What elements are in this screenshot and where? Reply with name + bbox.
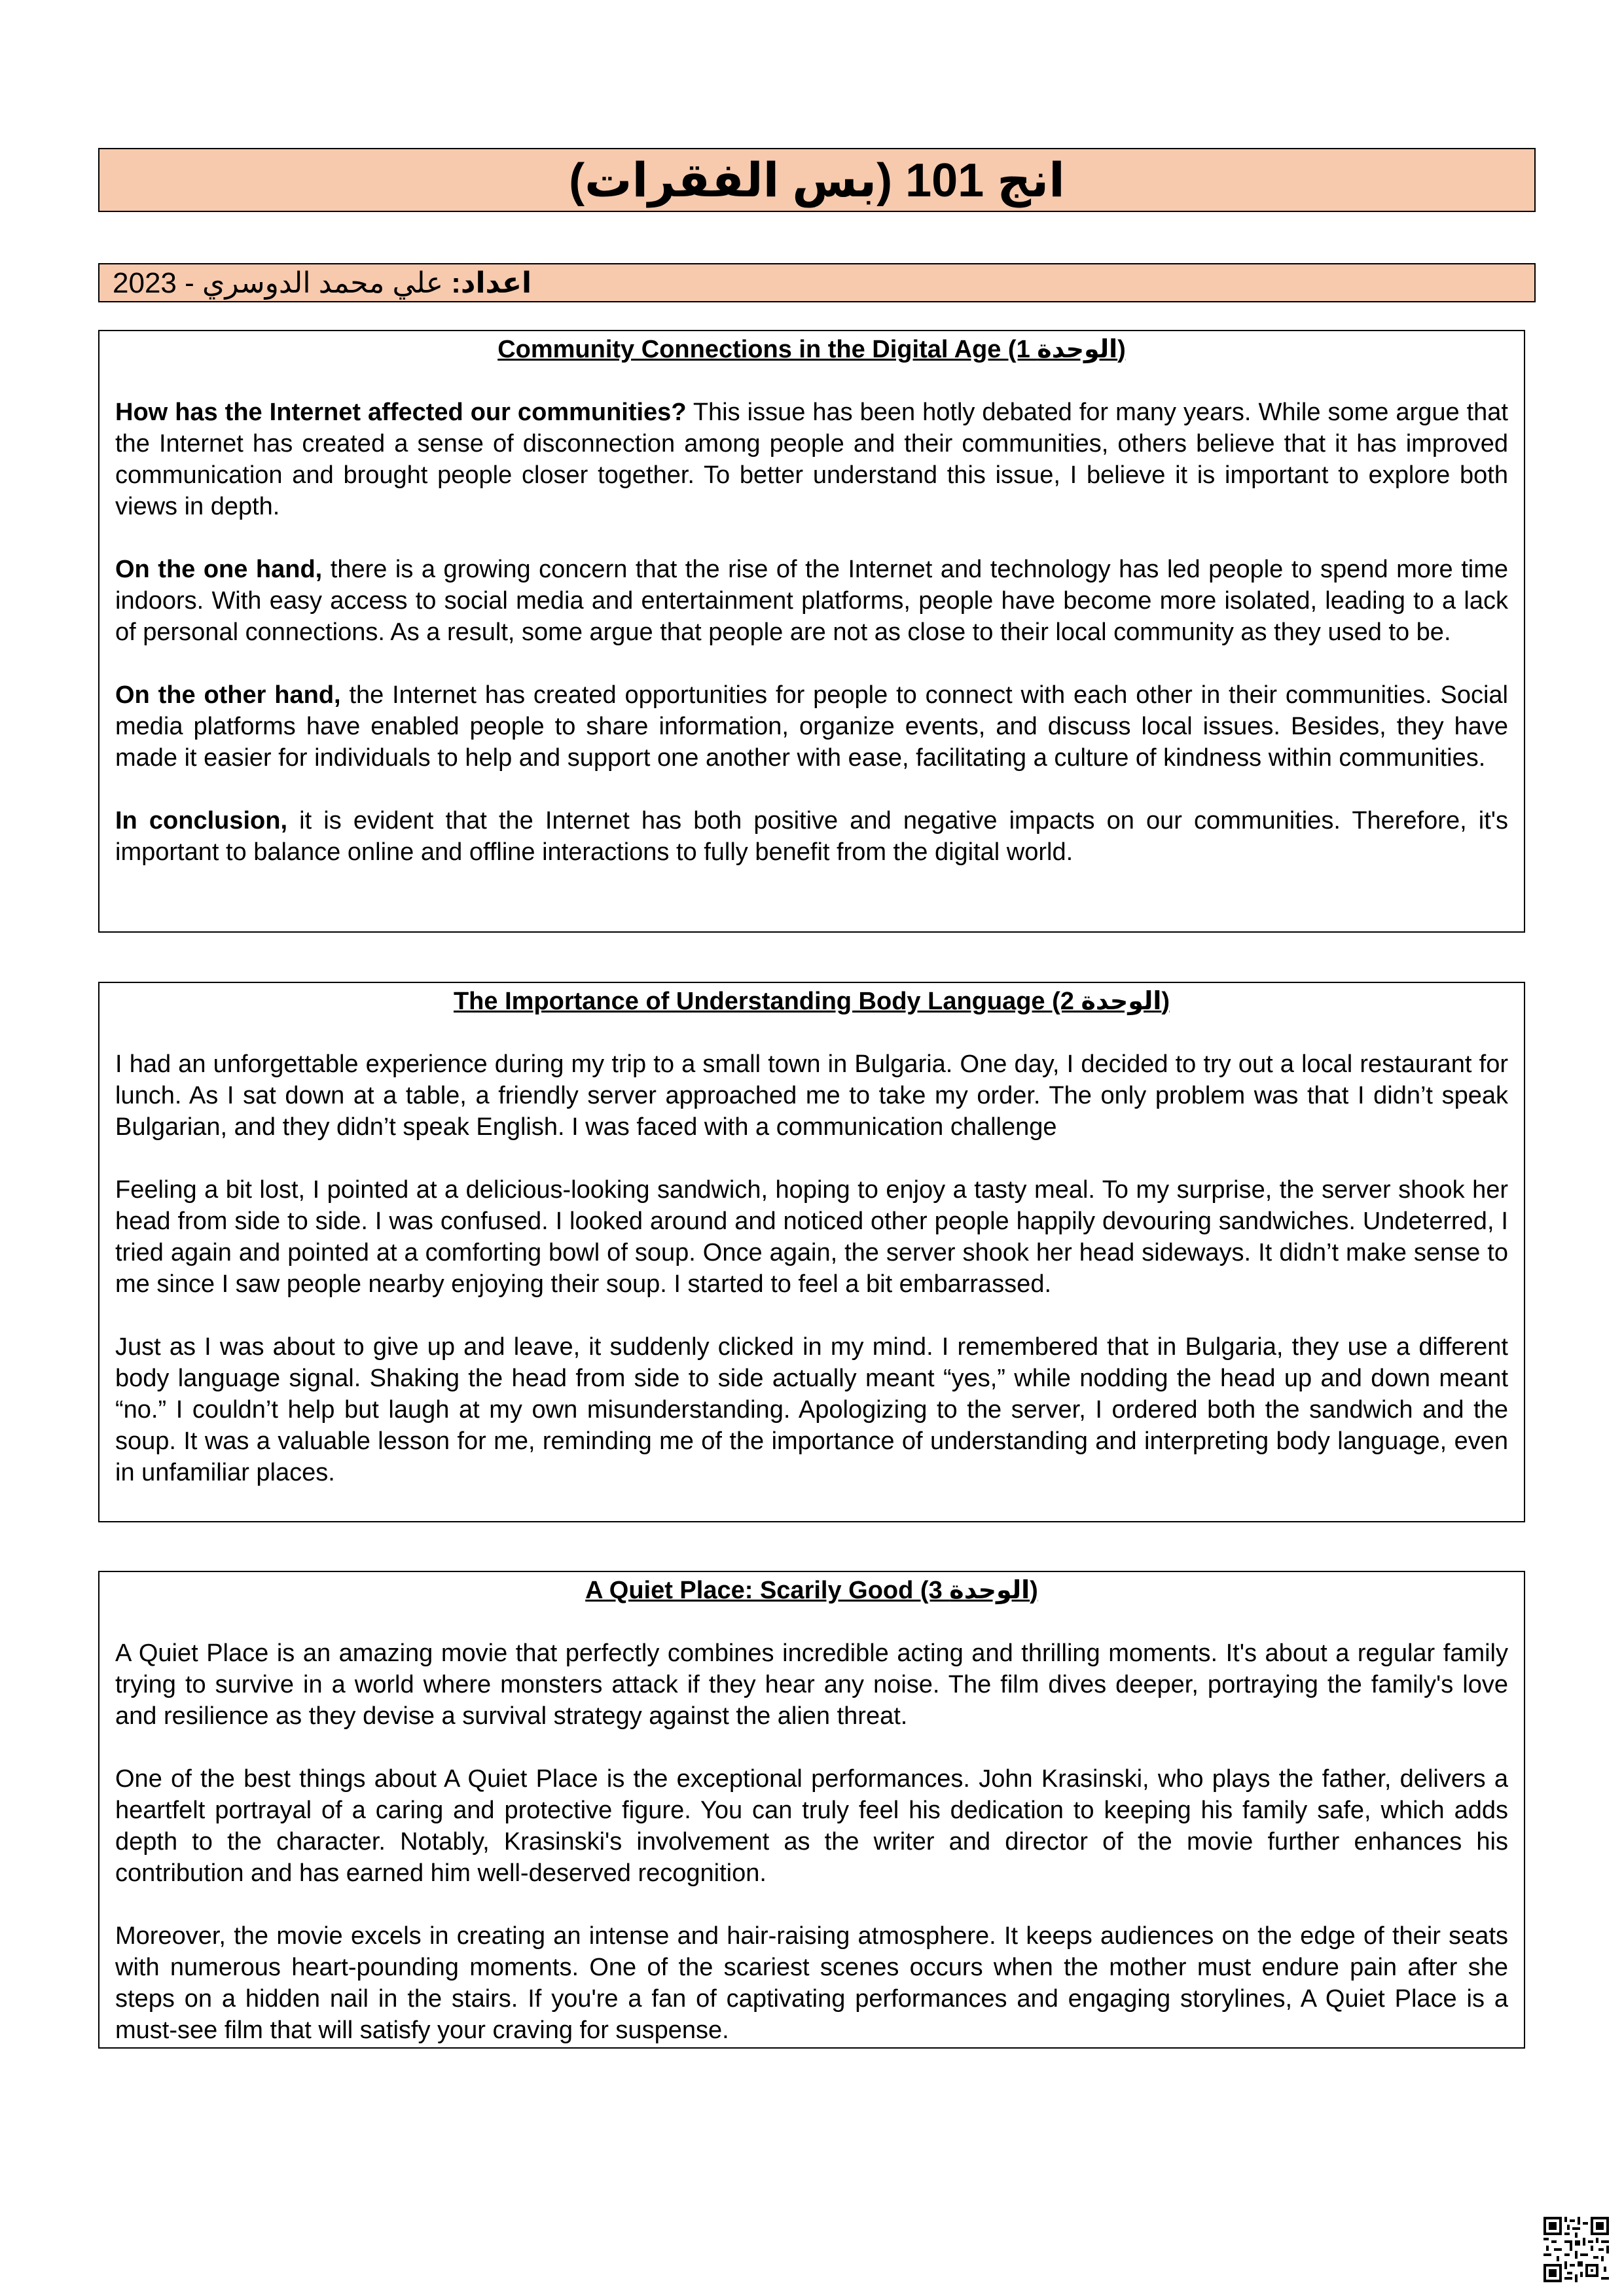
author-box [98, 263, 1536, 302]
paragraph: One of the best things about A Quiet Place is the exceptional performances. John Krasinski, who plays the father, delivers a heartfelt portrayal of a caring and protective figure. You can truly feel his dedication to keeping his family safe, which adds depth to the character. Notably, Krasinski's involvement as the writer and director of the movie further enhances his contribution and has earned him well-deserved recognition. [115, 1765, 1508, 1887]
paragraph-lead: How has the Internet affected our communities? [115, 399, 687, 426]
author-line [113, 266, 532, 300]
paragraph [115, 805, 1508, 868]
paragraph: Moreover, the movie excels in creating an intense and hair-raising atmosphere. It keeps audiences on the edge of their seats with numerous heart-pounding moments. One of the scariest scenes occurs when the mother must endure pain after she steps on a hidden nail in the stairs. If you're a fan of captivating performances and engaging storylines, A Quiet Place is a must-see film that will satisfy your craving for suspense. [115, 1922, 1508, 2044]
author-label: اعداد: [451, 266, 532, 299]
section-unit-2 [98, 982, 1525, 1522]
section-title: Community Connections in the Digital Age (1 الوحدة) [497, 336, 1126, 363]
paragraph-lead: On the other hand, [115, 681, 341, 709]
paragraph [115, 679, 1508, 774]
paragraph-lead: On the one hand, [115, 556, 323, 583]
paragraph-text: the Internet has created opportunities for people to connect with each other in their communities. Social media platforms have enabled people to share information, organize events, and discuss local issues. Besides, they have made it easier for individuals to help and support one another with ease, facilitating a culture of kindness within communities. [115, 681, 1508, 772]
paragraph: Feeling a bit lost, I pointed at a delicious-looking sandwich, hoping to enjoy a tasty meal. To my surprise, the server shook her head from side to side. I was confused. I looked around and noticed other people happily devouring sandwiches. Undeterred, I tried again and pointed at a comforting bowl of soup. Once again, the server shook her head sideways. It didn’t make sense to me since I saw people nearby enjoying their soup. I started to feel a bit embarrassed. [115, 1176, 1508, 1298]
paragraph-lead: In conclusion, [115, 807, 288, 834]
section-unit-1 [98, 330, 1525, 933]
paragraph: Just as I was about to give up and leave, it suddenly clicked in my mind. I remembered that in Bulgaria, they use a different body language signal. Shaking the head from side to side actually meant “yes,” while nodding the head up and down meant “no.” I couldn’t help but laugh at my own misunderstanding. Apologizing to the server, I ordered both the sandwich and the soup. It was a valuable lesson for me, reminding me of the importance of understanding and interpreting body language, even in unfamiliar places. [115, 1333, 1508, 1486]
paragraph-text: This issue has been hotly debated for many years. While some argue that the Internet has created a sense of disconnection among people and their communities, others believe that it has improved communication and brought people closer together. To better understand this issue, I believe it is important to explore both views in depth. [115, 399, 1508, 520]
document-title-box [98, 148, 1536, 212]
section-unit-3 [98, 1571, 1525, 2049]
paragraph-text: it is evident that the Internet has both positive and negative impacts on our communities. Therefore, it's important to balance online and offline interactions to fully benefit from the digital world. [115, 807, 1509, 866]
paragraph: I had an unforgettable experience during my trip to a small town in Bulgaria. One day, I decided to try out a local restaurant for lunch. As I sat down at a table, a friendly server approached me to take my order. The only problem was that I didn’t speak Bulgarian, and they didn’t speak English. I was faced with a communication challenge [115, 1050, 1508, 1141]
section-title: A Quiet Place: Scarily Good (3 الوحدة) [585, 1577, 1038, 1604]
author-value: علي محمد الدوسري - 2023 [113, 266, 443, 299]
section-title: The Importance of Understanding Body Language (2 الوحدة) [453, 988, 1170, 1015]
paragraph [115, 397, 1508, 522]
paragraph-text: there is a growing concern that the rise of the Internet and technology has led people to spend more time indoors. With easy access to social media and entertainment platforms, people have become more isolated, leading to a lack of personal connections. As a result, some argue that people are not as close to their local community as they used to be. [115, 556, 1508, 646]
paragraph: A Quiet Place is an amazing movie that perfectly combines incredible acting and thrilling moments. It's about a regular family trying to survive in a world where monsters attack if they hear any noise. The film dives deeper, portraying the family's love and resilience as they devise a survival strategy against the alien threat. [115, 1640, 1508, 1730]
document-title: انج 101 (بس الفقرات) [569, 154, 1065, 207]
qr-code-icon [1543, 2217, 1609, 2282]
paragraph [115, 554, 1508, 648]
